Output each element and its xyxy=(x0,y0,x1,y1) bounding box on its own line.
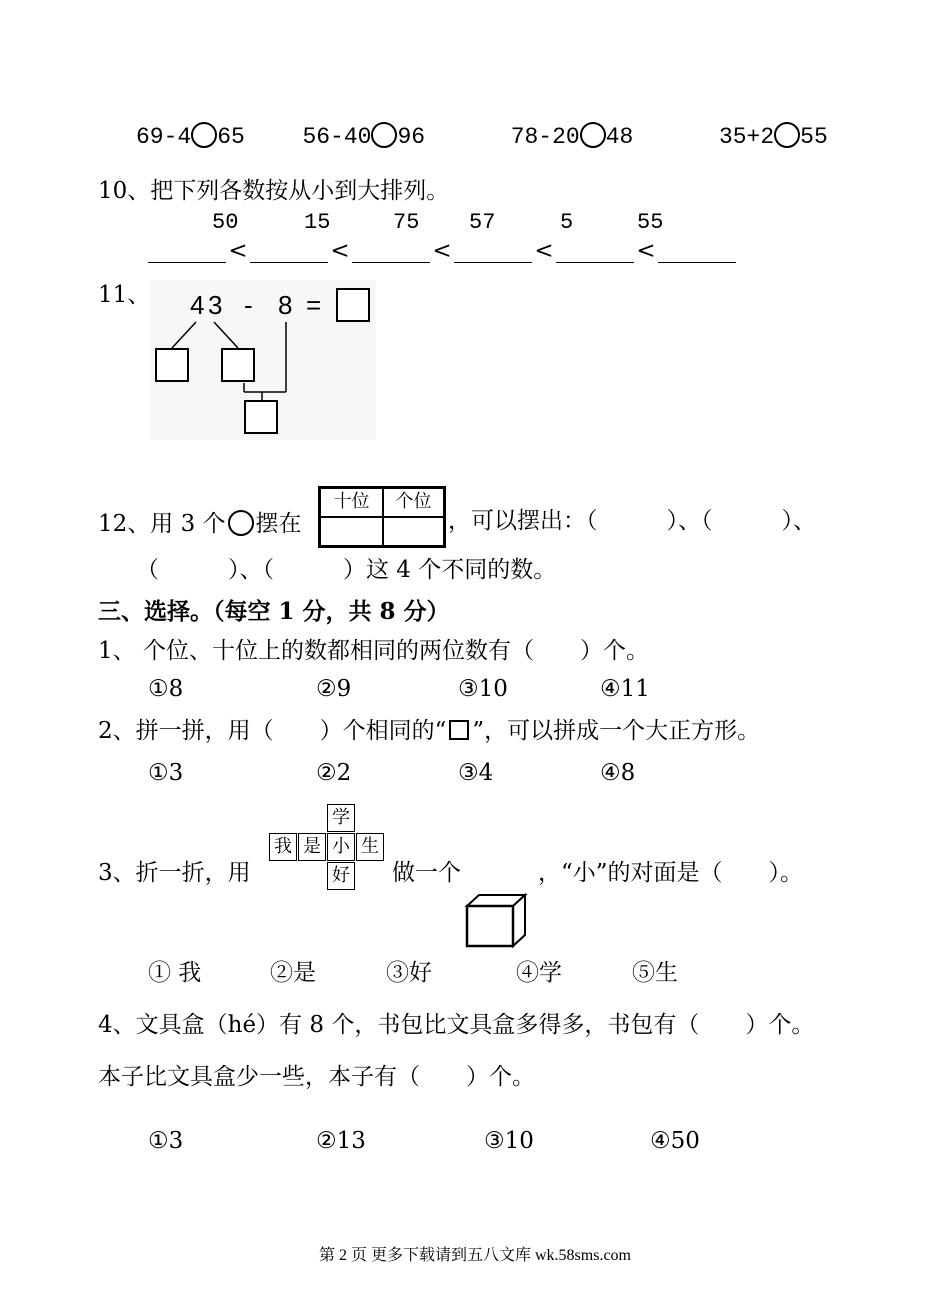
option[interactable]: ④50 xyxy=(650,1128,700,1154)
mc3-suffix: ，“小”的对面是（ ）。 xyxy=(538,860,804,886)
compare-circle-3[interactable] xyxy=(580,122,606,148)
bead-circle xyxy=(228,510,254,536)
col-ones-header: 个位 xyxy=(384,489,443,518)
option[interactable]: ②2 xyxy=(316,760,352,786)
option[interactable]: ③10 xyxy=(458,676,508,702)
q11-tens-digit: 4 xyxy=(190,290,205,320)
answer-blank[interactable] xyxy=(454,240,532,263)
q9-expr-3: 78-20 xyxy=(510,124,580,150)
option[interactable]: ④8 xyxy=(600,760,636,786)
compare-circle-4[interactable] xyxy=(774,122,800,148)
number-item: 57 xyxy=(469,210,496,235)
cube-net xyxy=(269,804,385,890)
place-value-table xyxy=(318,486,446,548)
q9-expr-2: 56-40 xyxy=(302,124,372,150)
q11-ones-digit: 3 xyxy=(208,290,223,320)
q11-diff-box[interactable] xyxy=(244,400,278,434)
option[interactable]: ①3 xyxy=(148,760,184,786)
col-tens-header: 十位 xyxy=(321,489,384,518)
q10-answer-row xyxy=(148,240,736,263)
net-cell: 生 xyxy=(356,833,384,861)
option[interactable]: ⑤生 xyxy=(632,960,678,986)
net-top-cell: 学 xyxy=(327,804,355,832)
net-cell: 小 xyxy=(327,833,355,861)
answer-blank[interactable] xyxy=(250,240,328,263)
number-item: 50 xyxy=(212,210,239,235)
option[interactable]: ④11 xyxy=(600,676,650,702)
answer-blank[interactable] xyxy=(148,240,226,263)
small-square-icon xyxy=(449,720,469,740)
q10-title: 10、把下列各数按从小到大排列。 xyxy=(98,178,450,204)
less-than: < xyxy=(432,238,452,264)
q11-label: 11、 xyxy=(98,282,151,308)
mc1-question: 1、 个位、十位上的数都相同的两位数有（ ）个。 xyxy=(98,638,649,664)
q12-line1 xyxy=(98,510,302,536)
q12-prefix: 12、用 3 个 xyxy=(98,511,226,537)
q11-equals: = xyxy=(306,290,322,320)
mc2-before: 2、拼一拼，用（ ）个相同的“ xyxy=(98,718,447,744)
option[interactable]: ④学 xyxy=(516,960,562,986)
q11-subtrahend: 8 xyxy=(278,290,293,320)
mc4-line1: 4、文具盒（hé）有 8 个，书包比文具盒多得多，书包有（ ）个。 xyxy=(98,1012,815,1038)
option[interactable]: ②是 xyxy=(270,960,316,986)
answer-blank[interactable] xyxy=(352,240,430,263)
net-bottom-cell: 好 xyxy=(327,862,355,890)
q9-rhs-4: 55 xyxy=(800,124,828,150)
mc4-line2: 本子比文具盒少一些，本子有（ ）个。 xyxy=(98,1064,535,1090)
option[interactable]: ③4 xyxy=(458,760,494,786)
number-item: 75 xyxy=(393,210,420,235)
option[interactable]: ①8 xyxy=(148,676,184,702)
q9-rhs-3: 48 xyxy=(605,124,634,150)
option[interactable]: ③10 xyxy=(484,1128,534,1154)
option[interactable]: ③好 xyxy=(386,960,432,986)
less-than: < xyxy=(228,238,248,264)
net-cell: 是 xyxy=(298,833,326,861)
mc2-question xyxy=(98,720,760,743)
option[interactable]: ① 我 xyxy=(148,960,202,986)
tens-cell[interactable] xyxy=(321,518,384,545)
answer-blank[interactable] xyxy=(658,240,736,263)
q9-rhs-2: 96 xyxy=(397,124,426,150)
q9-rhs-1: 65 xyxy=(217,124,245,150)
q11-tens-box[interactable] xyxy=(155,348,189,382)
answer-blank[interactable] xyxy=(556,240,634,263)
q11-ones-box[interactable] xyxy=(221,348,255,382)
section-heading: 三、选择。（每空 1 分，共 8 分） xyxy=(98,598,450,625)
compare-circle-2[interactable] xyxy=(371,122,397,148)
option[interactable]: ②13 xyxy=(316,1128,366,1154)
q12-suffix: ，可以摆出：（ ）、（ ）、 xyxy=(448,508,816,534)
page-footer: 第 2 页 更多下载请到五八文库 wk.58sms.com xyxy=(318,1247,631,1264)
net-cell: 我 xyxy=(269,833,297,861)
compare-circle-1[interactable] xyxy=(191,122,217,148)
mc3-prefix: 3、折一折，用 xyxy=(98,860,251,886)
q9-row xyxy=(136,122,828,149)
number-item: 15 xyxy=(304,210,331,235)
mc2-after: ”，可以拼成一个大正方形。 xyxy=(472,718,761,744)
q12-line2: （ ）、（ ）这 4 个不同的数。 xyxy=(136,557,557,583)
q11-diagram xyxy=(150,280,376,440)
less-than: < xyxy=(636,238,656,264)
option[interactable]: ①3 xyxy=(148,1128,184,1154)
cube-icon xyxy=(464,892,528,950)
mc3-middle: 做一个 xyxy=(392,860,461,886)
less-than: < xyxy=(534,238,554,264)
q12-mid: 摆在 xyxy=(255,511,302,537)
less-than: < xyxy=(330,238,350,264)
q9-expr-4: 35+2 xyxy=(718,124,775,150)
q9-expr-1: 69-4 xyxy=(136,124,192,150)
q11-minus: - xyxy=(244,290,253,320)
ones-cell[interactable] xyxy=(384,518,443,545)
number-item: 5 xyxy=(560,210,574,235)
option[interactable]: ②9 xyxy=(316,676,352,702)
number-item: 55 xyxy=(637,210,664,235)
